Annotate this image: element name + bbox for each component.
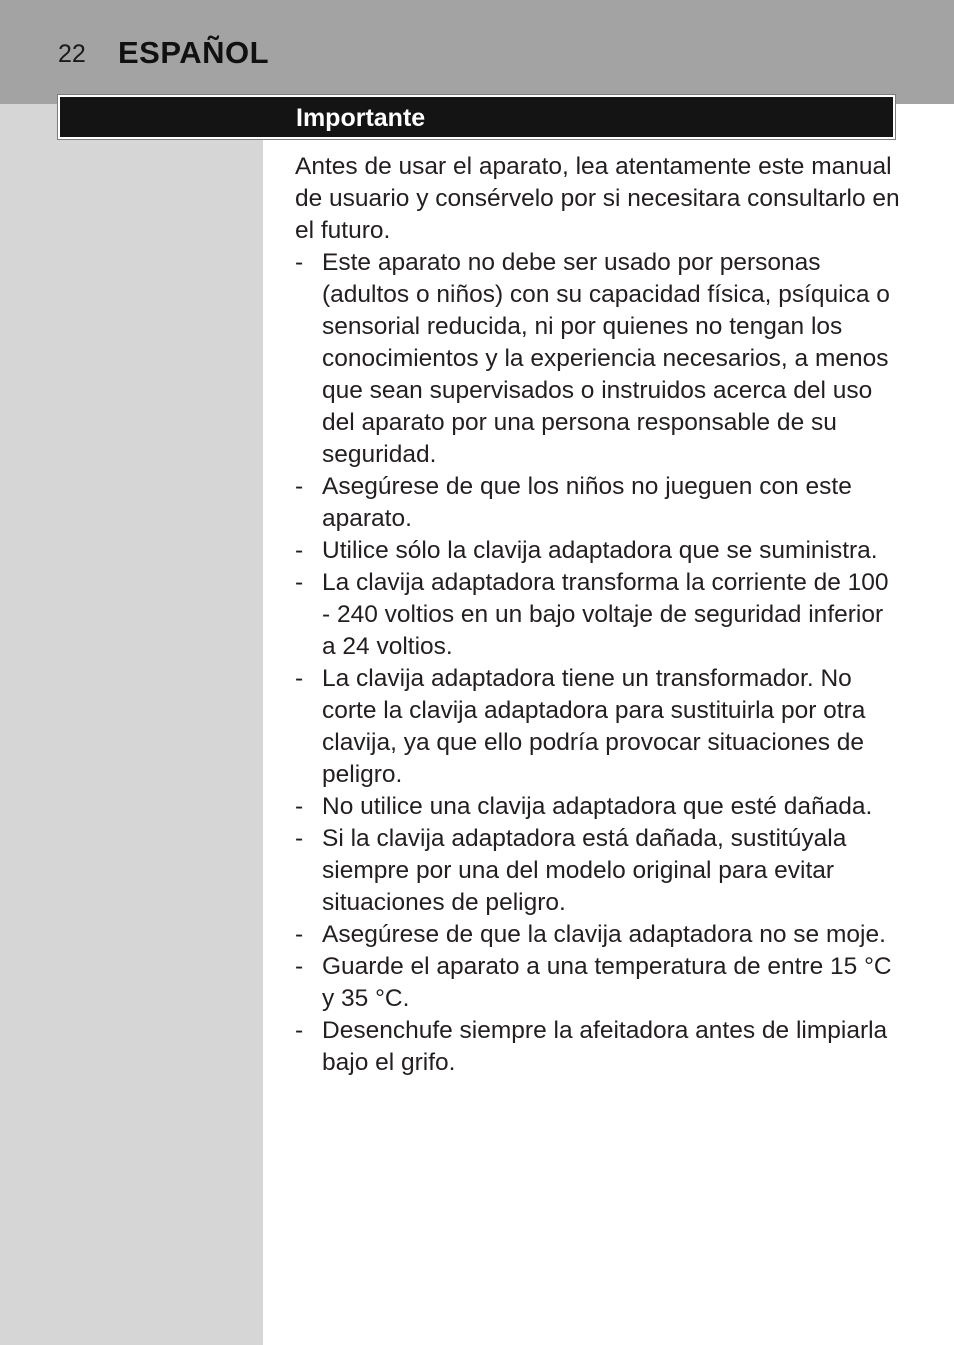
list-item	[295, 823, 900, 919]
list-item-text: Desenchufe siempre la afeitadora antes de limpiarla bajo el grifo.	[322, 1017, 888, 1076]
bullet-dash: -	[295, 665, 304, 692]
bullet-dash: -	[295, 1017, 304, 1044]
list-item	[295, 535, 900, 567]
language-title: ESPAÑOL	[118, 35, 270, 70]
bullet-dash: -	[295, 473, 304, 500]
bullet-dash: -	[295, 249, 304, 276]
bullet-dash: -	[295, 825, 304, 852]
bullet-dash: -	[295, 569, 304, 596]
list-item	[295, 247, 900, 471]
warning-list	[295, 247, 900, 1079]
list-item-text: Asegúrese de que los niños no jueguen con este aparato.	[322, 473, 852, 532]
list-item-text: Si la clavija adaptadora está dañada, sustitúyala siempre por una del modelo original para evitar situaciones de peligro.	[322, 825, 847, 916]
section-header-bar	[58, 95, 895, 139]
list-item	[295, 1015, 900, 1079]
intro-paragraph: Antes de usar el aparato, lea atentamente este manual de usuario y consérvelo por si necesitara consultarlo en el futuro.	[295, 153, 900, 244]
list-item-text: La clavija adaptadora transforma la corriente de 100 - 240 voltios en un bajo voltaje de seguridad inferior a 24 voltios.	[322, 569, 889, 660]
list-item	[295, 663, 900, 791]
section-title: Importante	[296, 104, 426, 132]
bullet-dash: -	[295, 793, 304, 820]
list-item	[295, 791, 900, 823]
list-item-text: Asegúrese de que la clavija adaptadora no se moje.	[322, 921, 886, 948]
list-item	[295, 567, 900, 663]
list-item	[295, 471, 900, 535]
list-item-text: Este aparato no debe ser usado por personas (adultos o niños) con su capacidad física, psíquica o sensorial reducida, ni por quienes no tengan los conocimientos y la experiencia necesarios, a menos que sean supervisados o instruidos acerca del uso del aparato por una persona responsable de su seguridad.	[322, 249, 890, 468]
page-number: 22	[58, 40, 86, 68]
left-margin-column	[0, 104, 263, 1345]
main-content	[295, 151, 900, 1079]
bullet-dash: -	[295, 537, 304, 564]
list-item-text: Utilice sólo la clavija adaptadora que se suministra.	[322, 537, 878, 564]
bullet-dash: -	[295, 921, 304, 948]
list-item	[295, 919, 900, 951]
list-item-text: No utilice una clavija adaptadora que esté dañada.	[322, 793, 873, 820]
bullet-dash: -	[295, 953, 304, 980]
list-item-text: Guarde el aparato a una temperatura de entre 15 °C y 35 °C.	[322, 953, 892, 1012]
list-item	[295, 951, 900, 1015]
list-item-text: La clavija adaptadora tiene un transformador. No corte la clavija adaptadora para sustituirla por otra clavija, ya que ello podría provocar situaciones de peligro.	[322, 665, 866, 788]
